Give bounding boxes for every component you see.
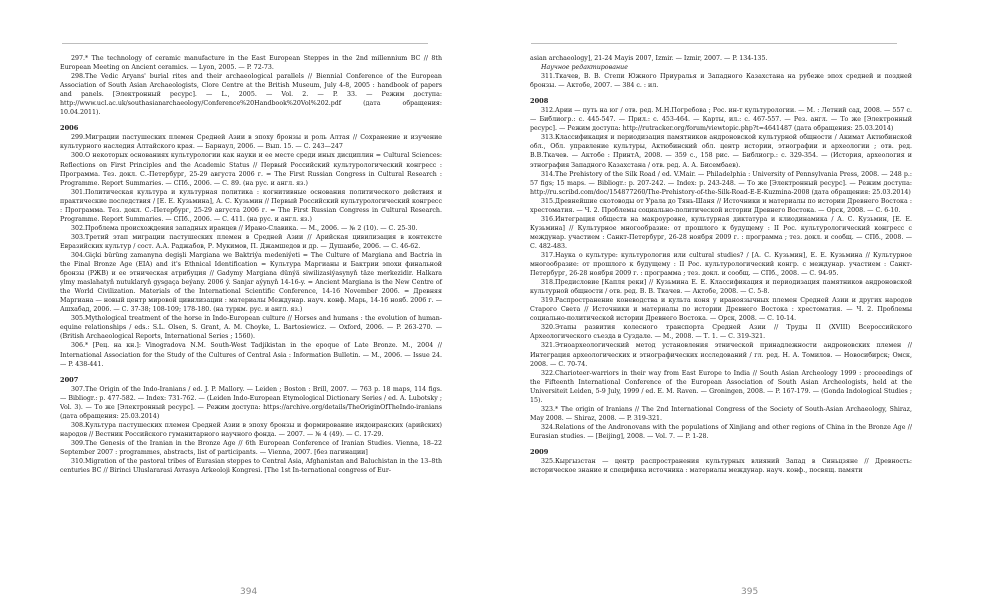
bib-entry: 324.Relations of the Andronovans with the populations of Xinjiang and other regions of China in the Bronze Age // Eurasian studies. — [Beijing], 2008. — Vol. 7. — P. 1-28. <box>530 423 912 440</box>
bib-entry: 306.* [Рец. на кн.]: Vinogradova N.M. South-West Tadjikistan in the epoque of Late Bronze. M., 2004 // International Association for the Study of the Cultures of Central Asia : Information Bulletin. — M., 2006. — Issue 24. — P. 438-441. <box>60 342 442 368</box>
bib-entry: 322.Charioteer-warriors in their way from East Europe to India // South Asian Archeology 1999 : proceedings of the Fifteenth International Conference of the European Association of South Asian Archeologists, held at the Universiteit Leiden, 5-9 July, 1999 / ed. E. M. Raven. — Groningen, 2008. — P. 167-179. — (Gonda Indological Studies ; 15). <box>530 369 912 404</box>
bib-entry: 307.The Origin of the Indo-Iranians / ed. J. P. Mallory. — Leiden ; Boston : Brill, 2007. — 763 p. 18 maps, 114 figs. — Bibliogr.: p. 477-582. — Index: 731-762. — (Leiden Indo-European Etymological Dictionary Series / ed. A. Lubotsky ; Vol. 3). — То же [Электронный ресурс]. — Режим доступа: https://archive.org/details/TheOriginOfTheIndo-iranians (дата обращения: 25.03.2014) <box>60 385 442 420</box>
year-heading: 2008 <box>530 97 549 106</box>
bib-entry-continued: asian archaeology], 21-24 Mayis 2007, Izmir. — Izmir, 2007. — P. 134-135. <box>530 55 768 62</box>
bib-entry: 304.Giçki bürüng zamanyna degişli Margiana we Baktriýa medeniýeti = The Culture of Margiana and Bactria in the Final Bronze Age (EIA) and it's Ethnical Identification = Культура Маргианы и Бактрии эпохи финальной бронзы (РЖВ) и ее этническая атрибуция // Gadymy Margiana dünýä siwilizasiýasynyň täze merkezidir. Halkara ylmy maslahatyň nutuklaryň gysgaça beýany. 2006 ý. Sanjar aýynyň 14-16-y. = Ancient Margiana is the New Centre of the World Civilization. Materials of the International Scientific Conference, 14-16 November 2006. = Древняя Маргиана — новый центр мировой цивилизации : материалы Междунар. науч. конф. Марь, 14-16 нояб. 2006 г. — Ашхабад, 2006. — С. 37-38; 108-109; 178-180. (на туркм. рус. и англ. яз.) <box>60 251 442 314</box>
bib-entry: 310.Migration of the pastoral tribes of Eurasian steppes to Central Asia, Afghanistan and Baluchistan in the 13–8th centuries BC // Birinci Uluslararasi Avrasya Arkeoloji Kongresi. [The 1st In-ternational congress of Eur- <box>60 458 442 475</box>
bib-entry: 298.The Vedic Aryans' burial rites and their archaeological parallels // Biennial Conference of the European Association of South Asian Archaeologists, Clore Centre at the British Museum, July 4-8, 2005 : handbook of papers and panels. [Электронный ресурс]. — L., 2005. — Vol. 2. — P. 33. — Режим доступа: http://www.ucl.ac.uk/southasianarchaeology/Conference%20Handbook%20Vol%202.pdf (дата обращения: 10.04.2011). <box>60 73 442 117</box>
page-number: 394 <box>240 587 258 597</box>
left-page <box>0 0 494 614</box>
bib-entry: 313.Классификация и периодизация памятников андроновской культурной общности / Акимат Актюбинской обл., Обл. управление культуры, Актюбинский обл. центр истории, этнографии и археологии ; отв. ред. В.В.Ткачев. — Актобе : ПринтА, 2008. — 359 с., 158 рис. — Библиогр.: с. 329-354. — (История, археология и этнография Западного Казахстана / отв. ред. А. А. Бисембаев). <box>530 134 912 169</box>
bib-entry: 319.Распространение коневодства и культа коня у ираноязычных племен Средней Азии и других народов Старого Света // Источники и материалы по истории Древнего Востока : хрестоматия. — Ч. 2. Проблемы социально-политической истории Древнего Востока. — Орск, 2008. — С. 10-14. <box>530 297 912 323</box>
bib-entry: 323.* The origin of Iranians // The 2nd International Congress of the Society of South-Asian Archaeology, Shiraz, May 2008. — Shiraz, 2008. — P. 319-321. <box>530 405 912 422</box>
year-heading: 2006 <box>60 124 79 133</box>
year-heading: 2007 <box>60 375 79 384</box>
bib-entry: 305.Mythological treatment of the horse in Indo-European culture // Horses and humans : the evolution of human-equine relationships / eds.: S.L. Olsen, S. Grant, A. M. Choyke, L. Bartosiewicz. — Oxford, 2006. — P. 263-270. — (British Archaeological Reports, International Series ; 1560). <box>60 315 442 341</box>
bib-entry: 316.Интеграция обществ на макроуровне, культурная диктатура и клиодинамика / А. С. Кузьмин, [Е. Е. Кузьмина] // Культурное многообразие: от прошлого к будущему : II Рос. культурологический конгресс с междунар. участием : Санкт-Петербург, 26-28 ноября 2009 г. : программа ; тез. докл. и сообщ. — СПб., 2008. — С. 482-483. <box>530 215 912 250</box>
right-page <box>497 0 991 614</box>
left-column <box>60 54 442 475</box>
editorial-note: Научное редактирование <box>541 64 628 72</box>
bib-entry: 315.Древнейшие скотоводы от Урала до Тянь-Шаня // Источники и материалы по истории Древнего Востока : хрестоматия. — Ч. 2. Проблемы социально-политической истории Древнего Востока. — Орск, 2008. — С. 6-10. <box>530 197 912 214</box>
bib-entry: 314.The Prehistory of the Silk Road / ed. V.Mair. — Philadelphia : University of Pennsylvania Press, 2008. — 248 p.: 57 figs; 15 maps. — Bibliogr.: p. 207-242. — Index: p. 243-248. — То же [Электронный ресурс]. — Режим доступа: http://ru.scribd.com/doc/154877260/The-Prehistory-of-the-Silk-Road-E-E-Kuzmina-2008 (дата обращения: 25.03.2014) <box>530 170 912 196</box>
bib-entry: 299.Миграции пастушеских племен Средней Азии в эпоху бронзы и роль Алтая // Сохранение и изучение культурного наследия Алтайского края. — Барнаул, 2006. — Вып. 15. — С. 243—247 <box>60 134 442 151</box>
bib-entry: 309.The Genesis of the Iranian in the Bronze Age // 6th European Conference of Iranian Studies. Vienna, 18–22 September 2007 : programmes, abstracts, list of participants. — Vienna, 2007. [без пагинации] <box>60 439 442 456</box>
bib-entry: 300.О некоторых основаниях культурологии как науки и ее месте среди иных дисциплин = Cultural Sciences: Reflections on First Principles and the Academic Status // Первый Российский культурологический конгресс : Программа. Тез. докл. С.-Петербург, 25-29 августа 2006 г. = The First Russian Congress in Cultural Research : Programme. Report Summaries. — СПб., 2006. — С. 89. (на рус. и англ. яз.) <box>60 152 442 187</box>
page-number: 395 <box>741 587 759 597</box>
bib-entry: 312.Арии — путь на юг / отв. ред. М.Н.Погребова ; Рос. ин-т культурологии. — М. : Летний сад, 2008. — 557 с. — Библиогр.: с. 445-547. — Прил.: с. 453-464. — Карты, ил.: с. 467-557. — Рез. англ. — То же [Электронный ресурс]. — Режим доступа: http://rutracker.org/forum/viewtopic.php?t=4641487 (дата обращения: 25.03.2014) <box>530 107 912 133</box>
bib-entry: 325.Кыргызстан — центр распространения культурных влияний Запад в Синьцзяне // Древность: историческое знание и специфика источника : материалы междунар. науч. конф., посвящ. памяти <box>530 458 912 475</box>
bib-entry: 318.Предисловие [Капля реки] // Кузьмина Е. Е. Классификация и периодизация памятников андроновской культурной общности / отв. ред. В. В. Ткачев. — Актобе, 2008. — С. 5-8. <box>530 279 912 296</box>
bib-entry: 320.Этапы развития колесного транспорта Средней Азии // Труды II (XVIII) Всероссийского Археологического съезда в Суздале. — М., 2008. — Т. 1. — С. 319-321. <box>530 324 912 341</box>
bib-entry: 301.Политическая культура и культурная политика : когнитивные основания политического действия и практические последствия / [Е. Е. Кузьмина], А. С. Кузьмин // Первый Российский культурологический конгресс : Программа. Тез. докл. С.-Петербург, 25-29 августа 2006 г. = The First Russian Congress in Cultural Research. Programme. Report Summaries. — СПб., 2006. — С. 411. (на рус. и англ. яз.) <box>60 188 442 223</box>
bib-entry: 302.Проблема происхождения западных иранцев // Ирано-Славика. — М., 2006. — № 2 (10). — С. 25-30. <box>71 224 418 232</box>
bib-entry: 321.Этноархеологический метод установления этнической принадлежности андроновских племен // Интеграция археологических и этнографических исследований / гл. ред. Н. А. Томилов. — Новосибирск; Омск, 2008. — С. 70-74. <box>530 342 912 368</box>
bib-entry: 308.Культура пастушеских племен Средней Азии в эпоху бронзы и формирование индоиранских (арийских) народов // Вестник Российского гуманитарного научного фонда. — 2007. — № 4 (49). — С. 17-29. <box>60 421 442 438</box>
bib-entry: 311.Ткачев, В. В. Степи Южного Приуралья и Западного Казахстана на рубеже эпох средней и поздней бронзы. — Актобе, 2007. — 384 с. : ил. <box>530 73 912 90</box>
bib-entry: 303.Третий этап миграции пастушеских племен в Средней Азии // Арийская цивилизация в контексте Евразийских культур / сост. А.А. Раджабов, Р. Мукимов, П. Джамшедов и др. — Душанбе, 2006. — С. 46-62. <box>60 233 442 250</box>
header-rule <box>531 43 897 44</box>
bib-entry: 317.Наука о культуре: культурология или cultural studies? / [А. С. Кузьмин], Е. Е. Кузьмина // Культурное многообразие: от прошлого к будущему : II Рос. культурологический конгр. с междунар. участием : Санкт-Петербург, 26-28 ноября 2009 г. : программа ; тез. докл. и сообщ. — СПб., 2008. — С. 94-95. <box>530 251 912 278</box>
right-column <box>530 54 912 475</box>
year-heading: 2009 <box>530 447 549 456</box>
bib-entry: 297.* The technology of ceramic manufacture in the East European Steppes in the 2nd millennium BC // 8th European Meeting on Ancient ceramics. — Lyon, 2005. — P. 72-73. <box>60 55 442 72</box>
header-rule <box>62 43 428 44</box>
